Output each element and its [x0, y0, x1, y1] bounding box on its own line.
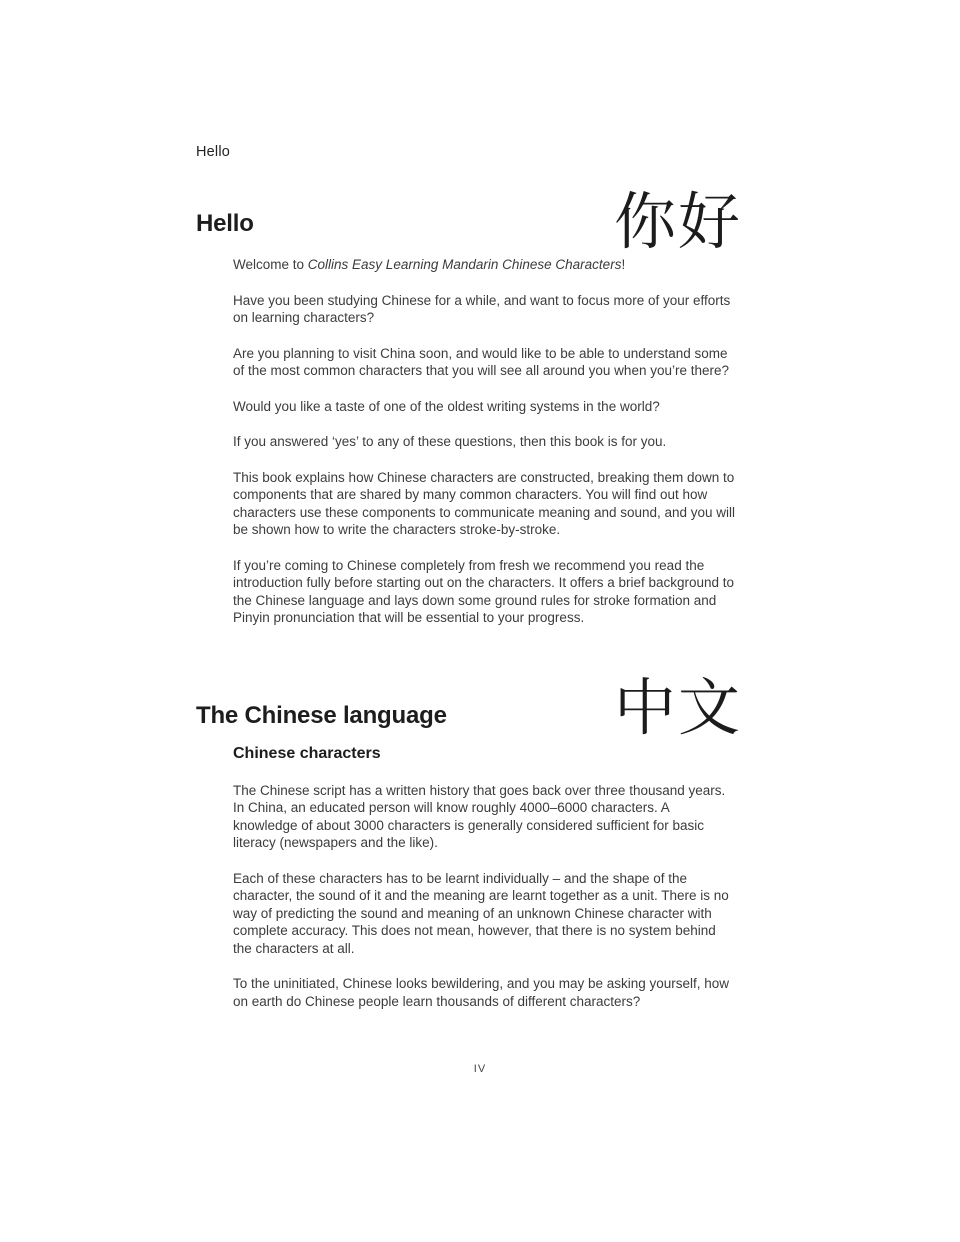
paragraph: If you answered ‘yes’ to any of these questions, then this book is for you.	[233, 434, 667, 449]
paragraph: The Chinese script has a written history that goes back over three thousand years. In China, an educated person will know roughly 4000–6000 characters. A knowledge of about 3000 characters is generally considered sufficient for basic literacy (newspapers and the like).	[233, 782, 726, 850]
paragraph: Would you like a taste of one of the oldest writing systems in the world?	[233, 398, 660, 414]
page-number: IV	[473, 1063, 487, 1075]
body-column-hello	[233, 256, 737, 645]
book-title: Collins Easy Learning Mandarin Chinese Characters	[307, 257, 622, 272]
section-heading-chinese-language: The Chinese language	[196, 702, 447, 730]
hanzi-nihao: 你好	[613, 188, 742, 257]
body-column-chinese-language	[233, 745, 737, 1028]
welcome-prefix: Welcome to	[233, 257, 308, 272]
paragraph: Each of these characters has to be learnt individually – and the shape of the character, the sound of it and the meaning are learnt together as a unit. There is no way of predicting the sound and meaning of an unknown Chinese character with complete accuracy. This does not mean, however, that there is no system behind the characters at all.	[233, 870, 729, 956]
paragraph: To the uninitiated, Chinese looks bewildering, and you may be asking yourself, how on earth do Chinese people learn thousands of different characters?	[233, 976, 730, 1009]
subheading-chinese-characters: Chinese characters	[233, 745, 381, 762]
welcome-suffix: !	[621, 257, 626, 272]
section-heading-hello: Hello	[196, 210, 254, 238]
running-head: Hello	[196, 144, 231, 160]
paragraph: This book explains how Chinese characters are constructed, breaking them down to components that are shared by many common characters. You will find out how characters use these components to communicate meaning and sound, and you will be shown how to write the characters stroke-by-stroke.	[233, 469, 736, 537]
paragraph: Are you planning to visit China soon, and would like to be able to understand some of the most common characters that you will see all around you when you’re there?	[233, 345, 730, 378]
welcome-paragraph	[233, 256, 737, 274]
hanzi-zhongwen: 中文	[613, 674, 742, 743]
paragraph: Have you been studying Chinese for a while, and want to focus more of your efforts on learning characters?	[233, 292, 731, 325]
paragraph: If you’re coming to Chinese completely from fresh we recommend you read the introduction fully before starting out on the characters. It offers a brief background to the Chinese language and lays down some ground rules for stroke formation and Pinyin pronunciation that will be essential to your progress.	[233, 557, 735, 625]
